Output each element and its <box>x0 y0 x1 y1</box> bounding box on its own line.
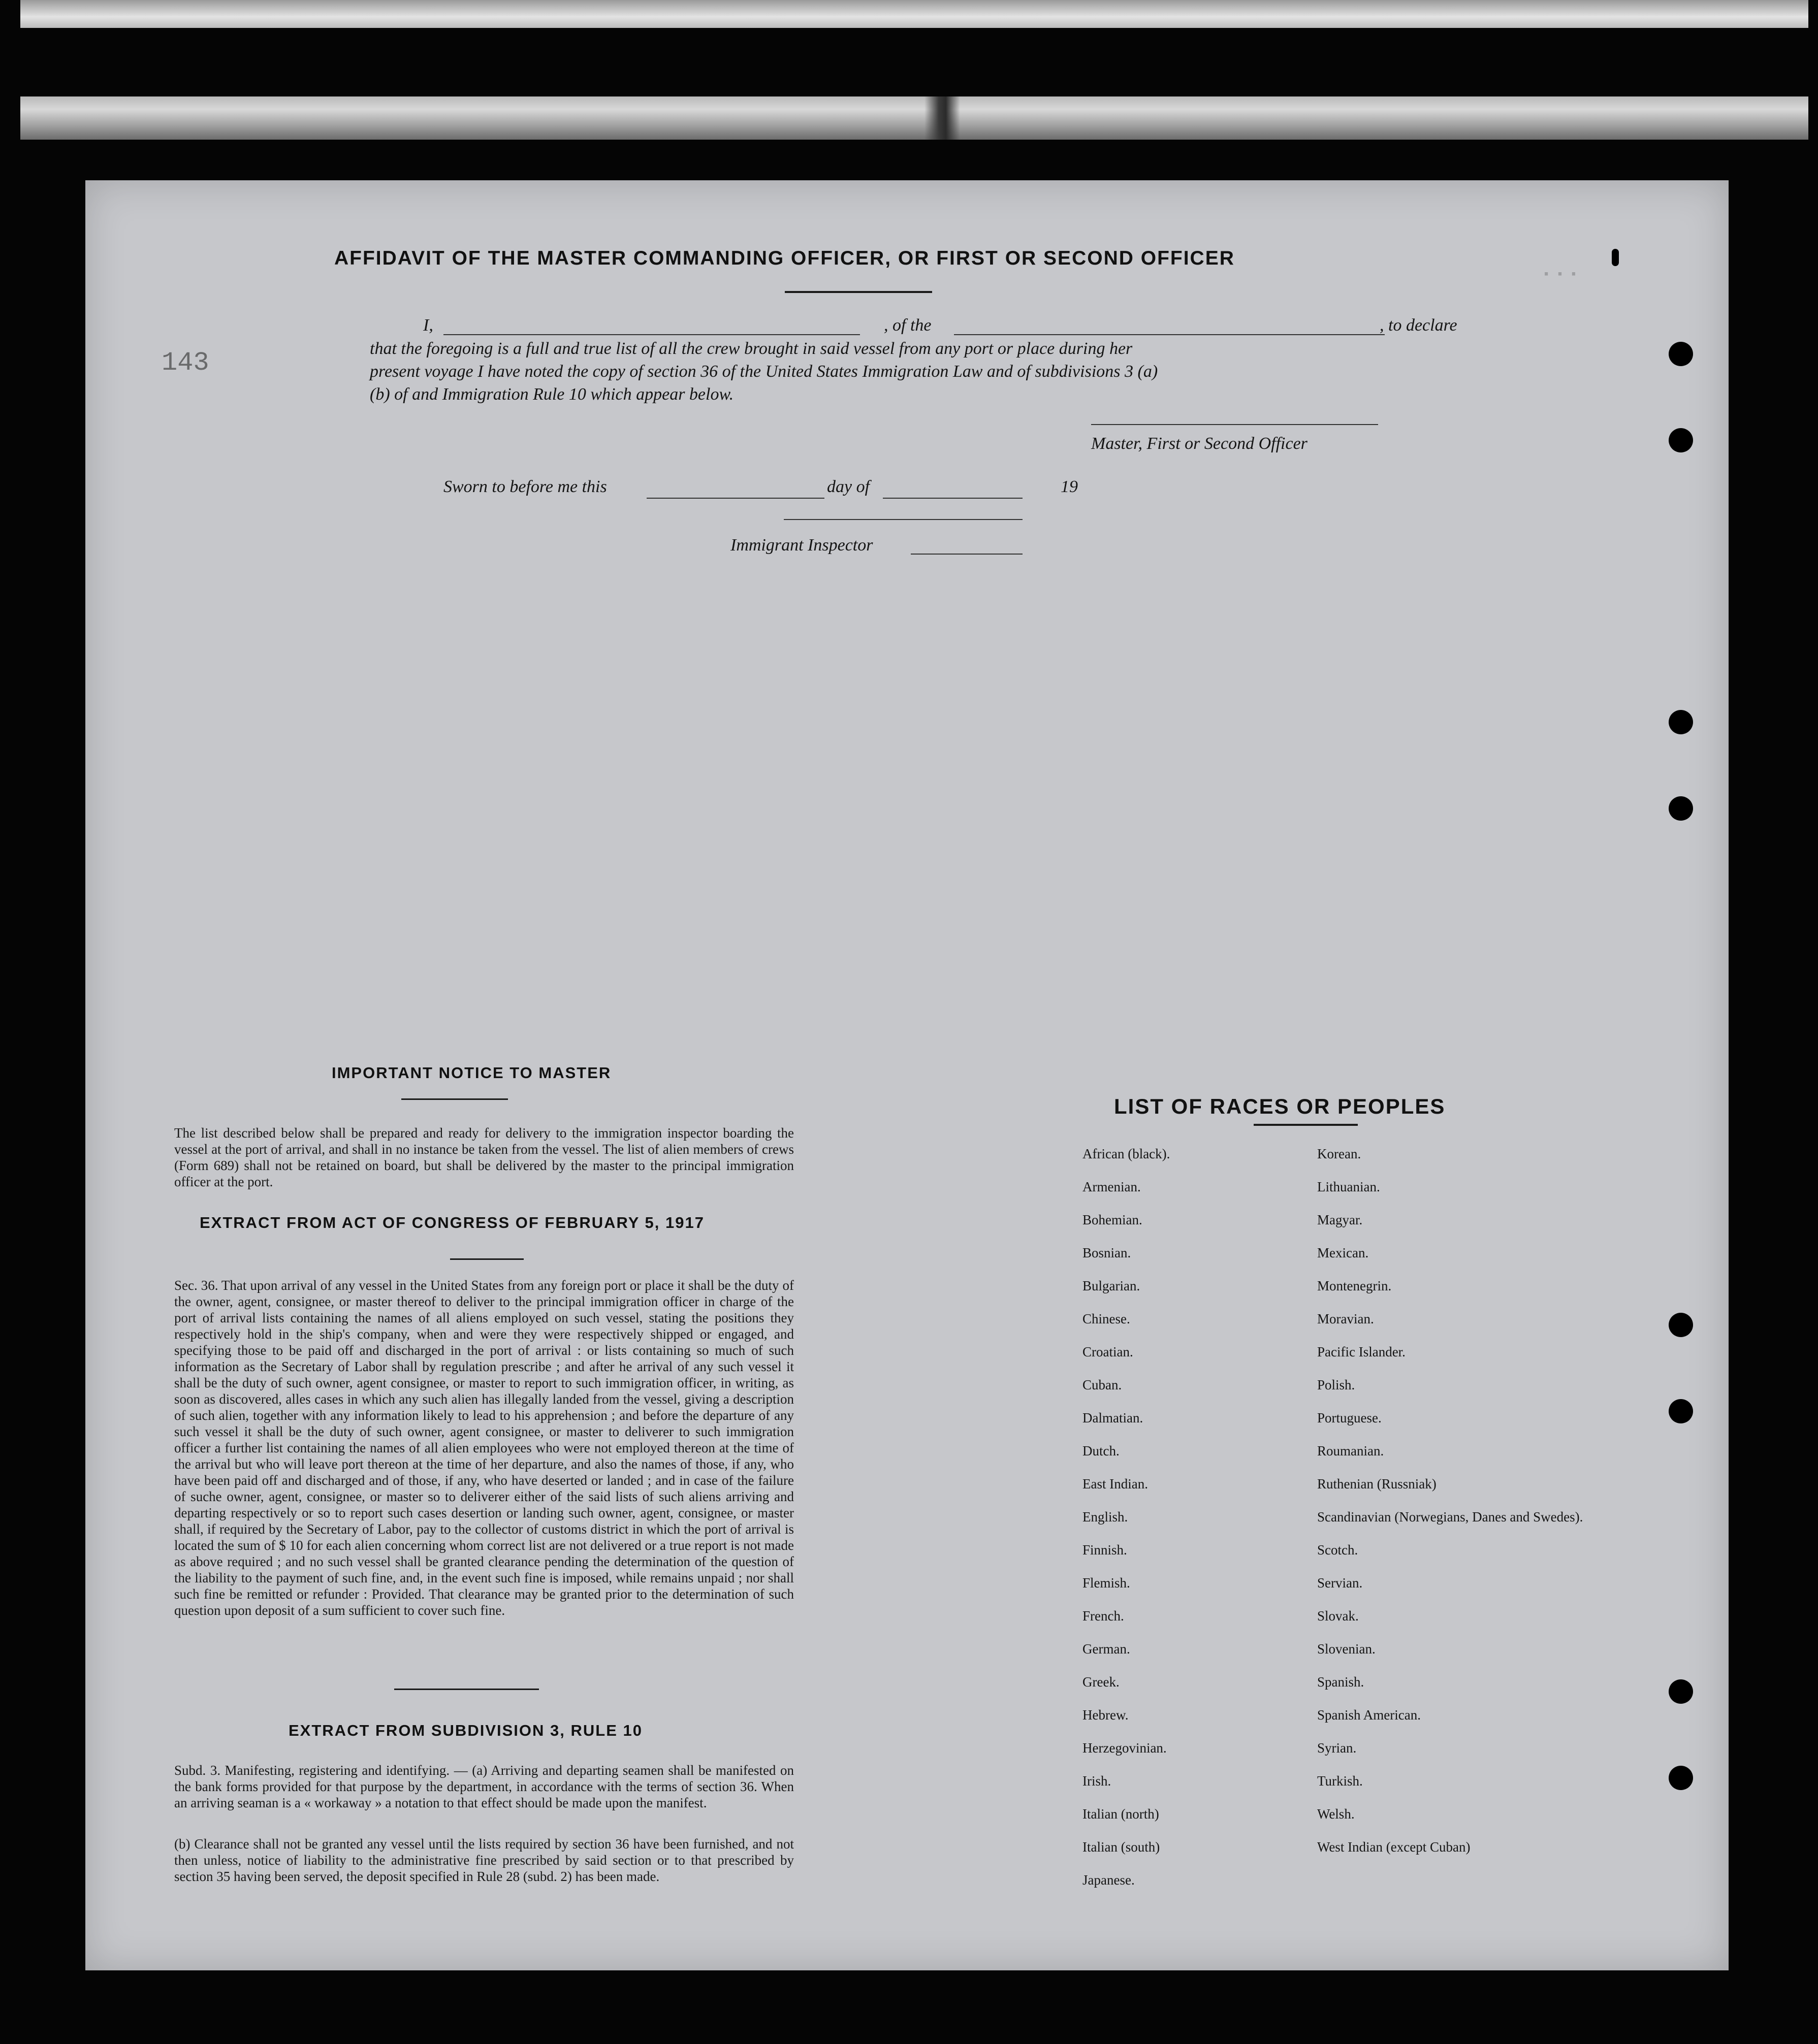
sworn-month-line[interactable] <box>883 498 1023 499</box>
sworn-day-line[interactable] <box>647 498 824 499</box>
race-item: Japanese. <box>1082 1872 1135 1888</box>
race-item: East Indian. <box>1082 1476 1148 1491</box>
races-title: LIST OF RACES OR PEOPLES <box>1114 1094 1446 1118</box>
races-left-column <box>1082 1146 1170 1905</box>
race-item: Italian (north) <box>1082 1806 1159 1822</box>
punch-hole <box>1669 428 1693 452</box>
race-item: Bosnian. <box>1082 1245 1131 1260</box>
punch-hole <box>1612 249 1619 266</box>
punch-hole <box>1669 796 1693 821</box>
margin-note: 143 <box>162 348 209 378</box>
race-item: Dutch. <box>1082 1443 1120 1458</box>
race-item: Italian (south) <box>1082 1839 1160 1855</box>
race-item: Portuguese. <box>1317 1410 1382 1425</box>
act-rule <box>450 1258 524 1260</box>
race-item: Herzegovinian. <box>1082 1740 1167 1756</box>
sworn-label: Sworn to before me this <box>443 477 607 496</box>
act-end-rule <box>394 1689 539 1690</box>
races-rule <box>1254 1124 1358 1126</box>
inspector-signature-line[interactable] <box>784 519 1023 520</box>
race-item: Hebrew. <box>1082 1707 1129 1723</box>
bleed-through-text: · · · <box>1543 262 1578 286</box>
signature-line[interactable] <box>1091 424 1378 425</box>
affidavit-line-2: present voyage I have noted the copy of section 36 of the United States Immigration Law and of subdivisions 3 (a) <box>370 362 1158 381</box>
punch-hole <box>1669 1399 1693 1423</box>
race-item: Mexican. <box>1317 1245 1369 1260</box>
film-top-strip <box>20 0 1808 28</box>
inspector-label: Immigrant Inspector <box>730 536 873 555</box>
affidavit-line-3: (b) of and Immigration Rule 10 which appear below. <box>370 385 734 404</box>
race-item: Welsh. <box>1317 1806 1355 1822</box>
race-item: Chinese. <box>1082 1311 1130 1326</box>
race-item: Lithuanian. <box>1317 1179 1380 1194</box>
race-item: Roumanian. <box>1317 1443 1384 1458</box>
year-label: 19 <box>1061 477 1078 496</box>
affidavit-title: AFFIDAVIT OF THE MASTER COMMANDING OFFICER, OR FIRST OR SECOND OFFICER <box>334 247 1235 269</box>
document-page <box>85 180 1729 1970</box>
name-field-line[interactable] <box>443 334 860 335</box>
race-item: Montenegrin. <box>1317 1278 1392 1293</box>
race-item: Flemish. <box>1082 1575 1130 1591</box>
race-item: Irish. <box>1082 1773 1111 1789</box>
race-item: Polish. <box>1317 1377 1355 1392</box>
race-item: Scotch. <box>1317 1542 1358 1558</box>
race-item: Croatian. <box>1082 1344 1133 1359</box>
race-item: Cuban. <box>1082 1377 1122 1392</box>
vessel-field-line[interactable] <box>954 334 1385 335</box>
i-label: I, <box>423 316 433 335</box>
race-item: Syrian. <box>1317 1740 1357 1756</box>
signature-label: Master, First or Second Officer <box>1091 434 1307 453</box>
race-item: Spanish American. <box>1317 1707 1421 1723</box>
notice-title: IMPORTANT NOTICE TO MASTER <box>332 1064 612 1082</box>
race-item: Korean. <box>1317 1146 1361 1161</box>
punch-hole <box>1669 342 1693 366</box>
race-item: French. <box>1082 1608 1124 1624</box>
race-item: Pacific Islander. <box>1317 1344 1406 1359</box>
affidavit-line-1: that the foregoing is a full and true list of all the crew brought in said vessel from any port or place during her <box>370 339 1133 358</box>
race-item: Bohemian. <box>1082 1212 1142 1227</box>
race-item: West Indian (except Cuban) <box>1317 1839 1471 1855</box>
title-rule <box>785 291 932 293</box>
rule-extract-title: EXTRACT FROM SUBDIVISION 3, RULE 10 <box>289 1722 643 1739</box>
race-item: African (black). <box>1082 1146 1170 1161</box>
act-extract-text: Sec. 36. That upon arrival of any vessel in the United States from any foreign port or place it shall be the duty of the owner, agent, consignee, or master thereof to deliver to the principal immigration officer in charge of the port of arrival lists containing the names of all aliens employed on such vessel, stating the positions they respectively hold in the ship's company, when and were they were respectively shipped or engaged, and specifying those to be paid off and discharged in the port of arrival : or lists containing so much of such information as the Secretary of Labor shall by regulation prescribe ; and after he arrival of any such vessel it shall be the duty of such owner, agent consignee, or master to report to such immigration officer, in writing, as soon as discovered, alles cases in which any such alien has illegally landed from the vessel, giving a description of such alien, together with any information likely to lead to his apprehension ; and before the departure of any such vessel it shall be the duty of such owner, agent consignee, or master to deliverer to such immigration officer a further list containing the names of all alien employees who were not employed thereon at the time of the arrival but who will leave port thereon at the time of her departure, and also the names of those, if any, who have been paid off and discharged and of those, if any, who have deserted or landed ; and in case of the failure of suche owner, agent, consignee, or master so to deliverer either of the said lists of such aliens arriving and departing respectively or so to report such cases desertion or landing such owner, agent, consignee, or master shall, if required by the Secretary of Labor, pay to the collector of customs district in which the port of arrival is located the sum of $ 10 for each alien concerning whom correct list are not delivered or a true report is not made as above required ; and no such vessel shall be granted clearance pending the determination of the question of the liability to the payment of such fine, and, in the event such fine is imposed, while remains unpaid ; nor shall such fine be remitted or refunder : Provided. That clearance may be granted prior to the determination of such question upon deposit of a sum sufficient to cover such fine. <box>174 1278 794 1618</box>
race-item: English. <box>1082 1509 1128 1524</box>
race-item: Moravian. <box>1317 1311 1374 1326</box>
punch-hole <box>1669 710 1693 734</box>
race-item: Servian. <box>1317 1575 1363 1591</box>
notice-rule <box>401 1098 508 1100</box>
race-item: Bulgarian. <box>1082 1278 1140 1293</box>
punch-hole <box>1669 1766 1693 1790</box>
race-item: Ruthenian (Russniak) <box>1317 1476 1437 1491</box>
race-item: Dalmatian. <box>1082 1410 1143 1425</box>
punch-hole <box>1669 1313 1693 1337</box>
race-item: Turkish. <box>1317 1773 1363 1789</box>
race-item: Scandinavian (Norwegians, Danes and Swedes). <box>1317 1509 1583 1524</box>
inspector-label-line[interactable] <box>911 554 1023 555</box>
race-item: German. <box>1082 1641 1130 1657</box>
to-declare-label: , to declare <box>1380 316 1457 335</box>
of-the-label: , of the <box>884 316 932 335</box>
day-of-label: day of <box>827 477 870 496</box>
race-item: Slovenian. <box>1317 1641 1376 1657</box>
race-item: Finnish. <box>1082 1542 1127 1558</box>
punch-hole <box>1669 1679 1693 1704</box>
notice-text: The list described below shall be prepared and ready for delivery to the immigration inspector boarding the vessel at the port of arrival, and shall in no instance be taken from the vessel. The list of alien members of crews (Form 689) shall not be retained on board, but shall be delivered by the master to the principal immigration officer at the port. <box>174 1125 794 1189</box>
rule-extract-text-b: (b) Clearance shall not be granted any vessel until the lists required by section 36 have been furnished, and not then unless, notice of liability to the administrative fine prescribed by said section or to that prescribed by section 35 having been served, the deposit specified in Rule 28 (subd. 2) has been made. <box>174 1836 794 1884</box>
race-item: Slovak. <box>1317 1608 1359 1624</box>
film-edge-strip <box>20 96 1808 140</box>
race-item: Spanish. <box>1317 1674 1364 1690</box>
race-item: Greek. <box>1082 1674 1120 1690</box>
act-extract-title: EXTRACT FROM ACT OF CONGRESS OF FEBRUARY 5, 1917 <box>200 1214 705 1231</box>
race-item: Armenian. <box>1082 1179 1141 1194</box>
rule-extract-text-a: Subd. 3. Manifesting, registering and identifying. — (a) Arriving and departing seamen shall be manifested on the bank forms provided for that purpose by the department, in accordance with the terms of section 36. When an arriving seaman is a « workaway » a notation to that effect should be made upon the manifest. <box>174 1763 794 1810</box>
races-right-column <box>1317 1146 1583 1872</box>
film-tear <box>924 96 960 140</box>
race-item: Magyar. <box>1317 1212 1363 1227</box>
